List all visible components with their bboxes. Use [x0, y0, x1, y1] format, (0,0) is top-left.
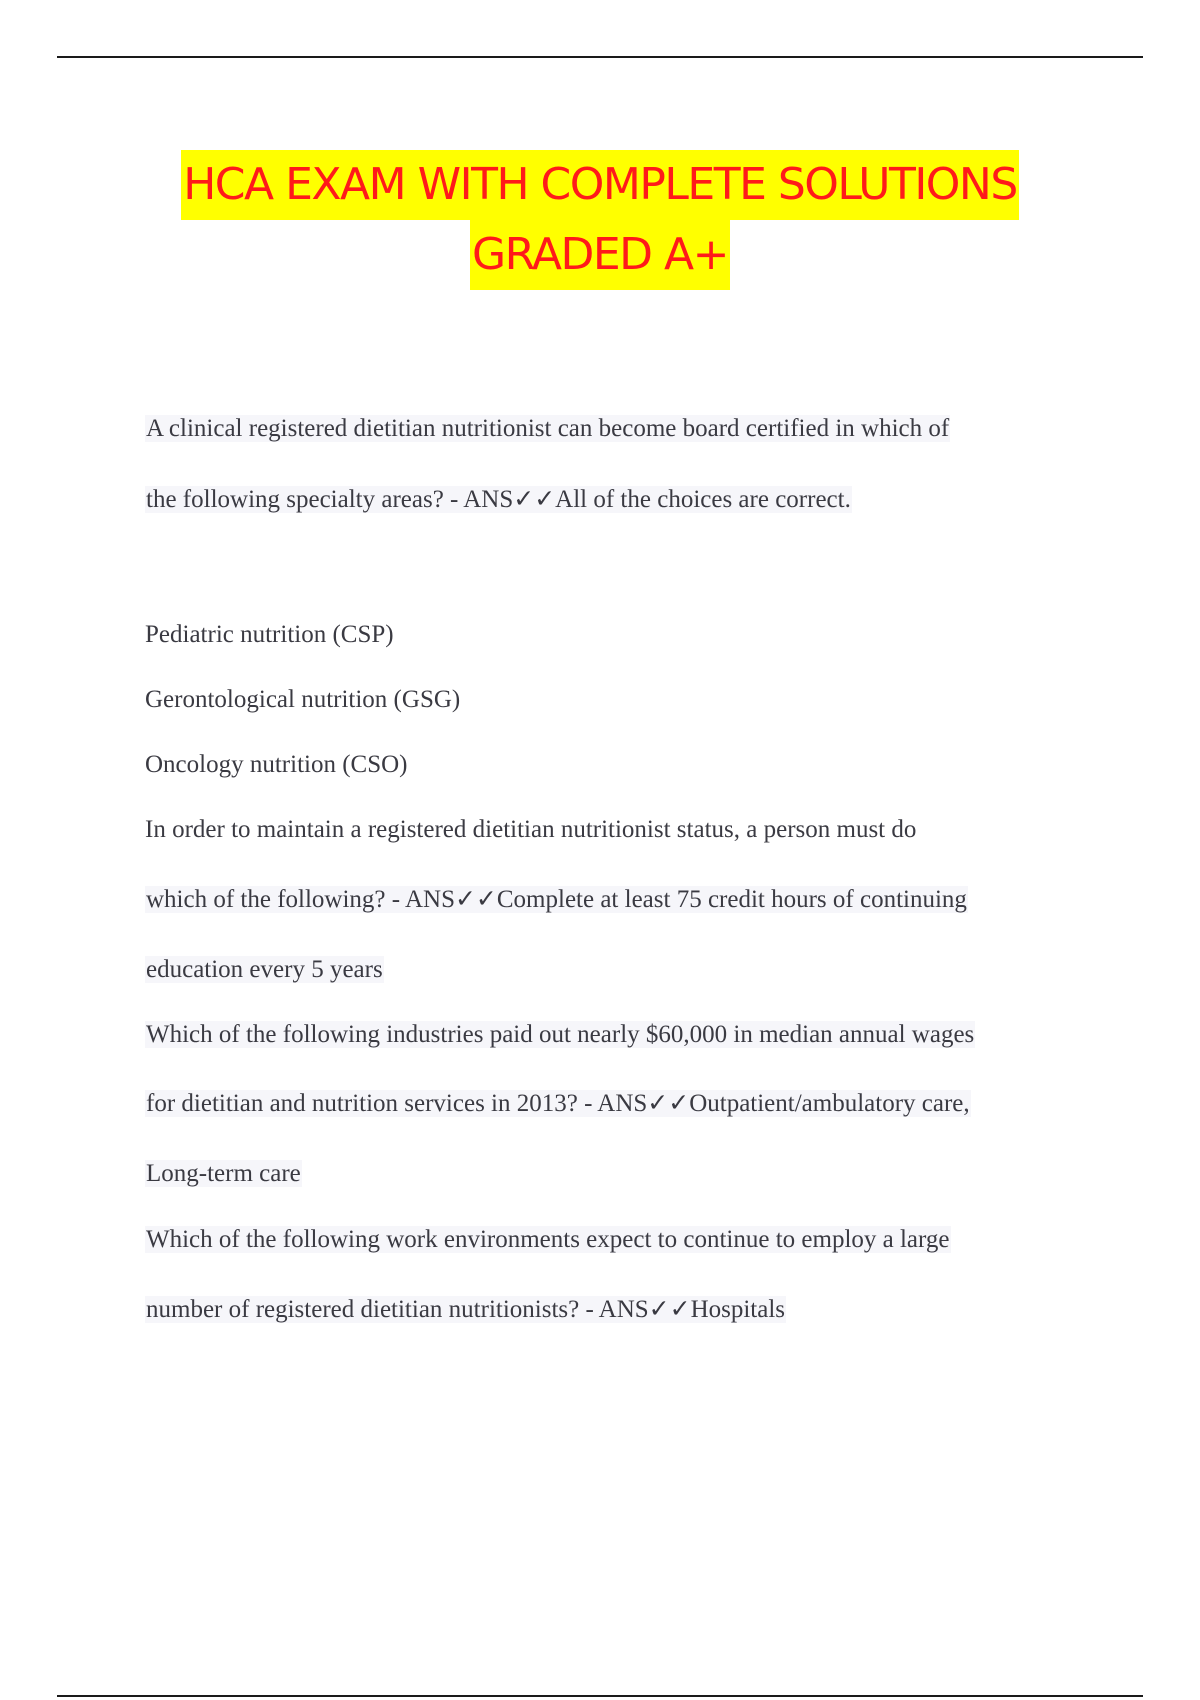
- text-line: In order to maintain a registered dietitian nutritionist status, a person must do: [145, 816, 917, 843]
- text-line: Oncology nutrition (CSO): [145, 751, 408, 778]
- text-line: which of the following? - ANS✓✓Complete at least 75 credit hours of continuing: [146, 886, 967, 913]
- text-line: Which of the following industries paid out nearly $60,000 in median annual wages: [146, 1021, 975, 1048]
- text-line: education every 5 years: [146, 956, 383, 983]
- document-title: [0, 150, 1200, 290]
- text-line: the following specialty areas? - ANS✓✓All of the choices are correct.: [146, 486, 851, 513]
- text-line: for dietitian and nutrition services in 2013? - ANS✓✓Outpatient/ambulatory care,: [146, 1090, 970, 1117]
- text-line: Gerontological nutrition (GSG): [145, 686, 461, 713]
- text-line: Pediatric nutrition (CSP): [145, 621, 394, 648]
- title-line-2: GRADED A+: [470, 220, 730, 290]
- text-line: A clinical registered dietitian nutritionist can become board certified in which of: [146, 415, 950, 442]
- text-line: Long-term care: [146, 1160, 301, 1187]
- title-line-1: HCA EXAM WITH COMPLETE SOLUTIONS: [181, 150, 1019, 220]
- bottom-rule: [57, 1695, 1143, 1697]
- text-line: number of registered dietitian nutritionists? - ANS✓✓Hospitals: [146, 1296, 786, 1323]
- top-rule: [57, 56, 1143, 58]
- text-line: Which of the following work environments expect to continue to employ a large: [146, 1226, 950, 1253]
